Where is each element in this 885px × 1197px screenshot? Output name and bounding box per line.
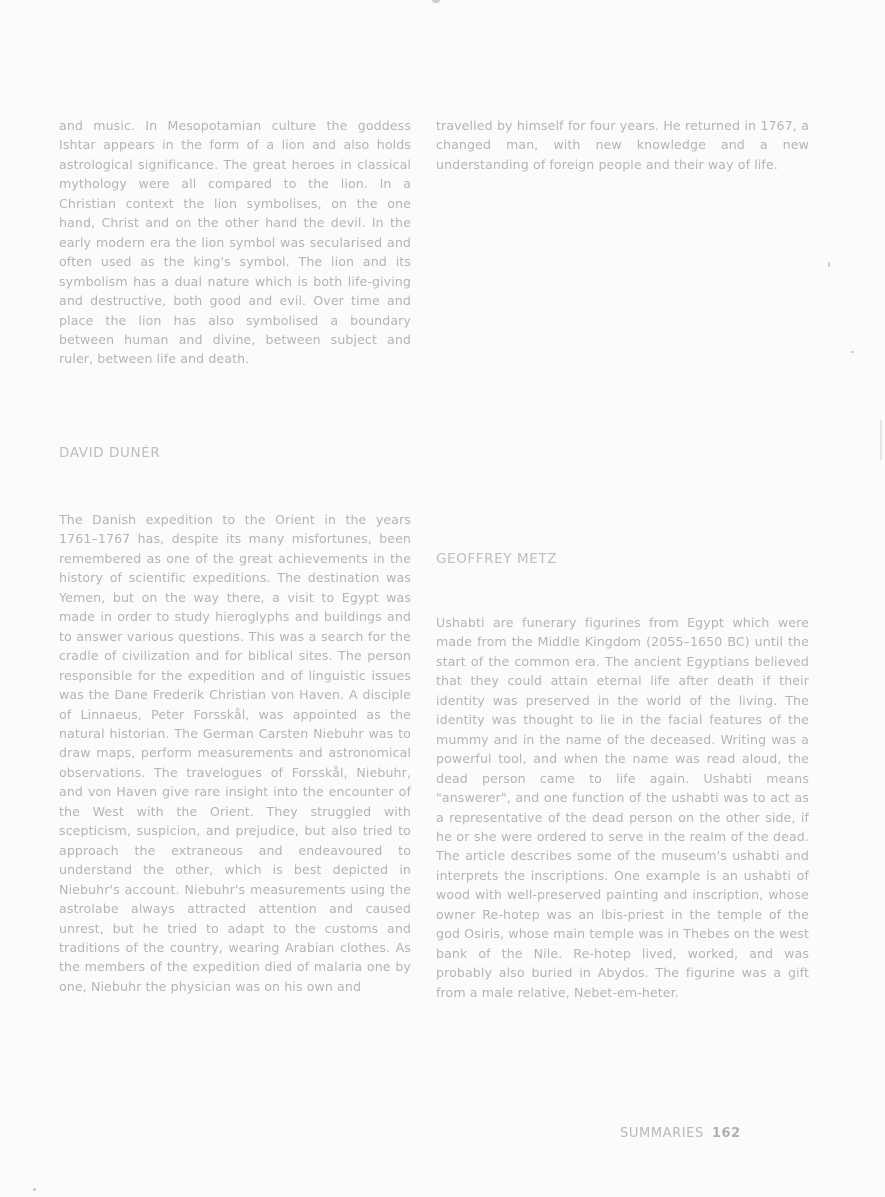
intro-paragraph: and music. In Mesopotamian culture the goddess Ishtar appears in the form of a lion and also holds astrological significance. The great heroes in classical mythology were all compared to the lion. In a Christian context the lion symbolises, on the one hand, Christ and on the other hand the devil. In the early modern era the lion symbol was secularised and often used as the king's symbol. The lion and its symbolism has a dual nature which is both life-giving and destructive, both good and evil. Over time and place the lion has also symbolised a boundary between human and divine, between subject and ruler, between life and death.	[59, 118, 411, 367]
right-column-continuation	[436, 116, 809, 174]
summary-paragraph-danish-expedition: The Danish expedition to the Orient in the years 1761–1767 has, despite its many misfortunes, been remembered as one of the great achievements in the history of scientific expeditions. The destination was Yemen, but on the way there, a visit to Egypt was made in order to study hieroglyphs and buildings and to answer various questions. This was a search for the cradle of civilization and for biblical sites. The person responsible for the expedition and of linguistic issues was the Dane Frederik Christian von Haven. A disciple of Linnaeus, Peter Forsskål, was appointed as the natural historian. The German Carsten Niebuhr was to draw maps, perform measurements and astronomical observations. The travelogues of Forsskål, Niebuhr, and von Haven give rare insight into the encounter of the West with the Orient. They struggled with scepticism, suspicion, and prejudice, but also tried to approach the extraneous and endeavoured to understand the other, which is best depicted in Niebuhr's account. Niebuhr's measurements using the astrolabe always attracted attention and caused unrest, but he tried to adapt to the customs and traditions of the country, wearing Arabian clothes. As the members of the expedition died of malaria one by one, Niebuhr the physician was on his own and	[59, 512, 411, 994]
right-column-summary	[436, 613, 809, 1002]
scan-speck	[851, 351, 854, 353]
scan-speck	[828, 262, 830, 267]
footer-section-label: SUMMARIES	[620, 1126, 704, 1141]
scan-speck	[880, 420, 882, 460]
left-column-intro	[59, 116, 411, 369]
author-heading-david-duner: DAVID DUNÉR	[59, 445, 161, 461]
author-heading-geoffrey-metz: GEOFFREY METZ	[436, 551, 558, 567]
left-column-summary	[59, 510, 411, 996]
scan-speck	[33, 1188, 36, 1191]
scan-speck	[432, 0, 440, 3]
page-footer	[620, 1126, 741, 1141]
page-number: 162	[711, 1126, 741, 1141]
continuation-paragraph: travelled by himself for four years. He returned in 1767, a changed man, with new knowledge and a new understanding of foreign people and their way of life.	[436, 118, 809, 172]
summary-paragraph-ushabti: Ushabti are funerary figurines from Egypt which were made from the Middle Kingdom (2055–1650 BC) until the start of the common era. The ancient Egyptians believed that they could attain eternal life after death if their identity was preserved in the world of the living. The identity was thought to lie in the facial features of the mummy and in the name of the deceased. Writing was a powerful tool, and when the name was read aloud, the dead person came to life again. Ushabti means "answerer", and one function of the ushabti was to act as a representative of the dead person on the other side, if he or she were ordered to serve in the realm of the dead. The article describes some of the museum's ushabti and interprets the inscriptions. One example is an ushabti of wood with well-preserved painting and inscription, whose owner Re-hotep was an lbis-priest in the temple of the god Osiris, whose main temple was in Thebes on the west bank of the Nile. Re-hotep lived, worked, and was probably also buried in Abydos. The figurine was a gift from a male relative, Nebet-em-heter.	[436, 615, 809, 1000]
